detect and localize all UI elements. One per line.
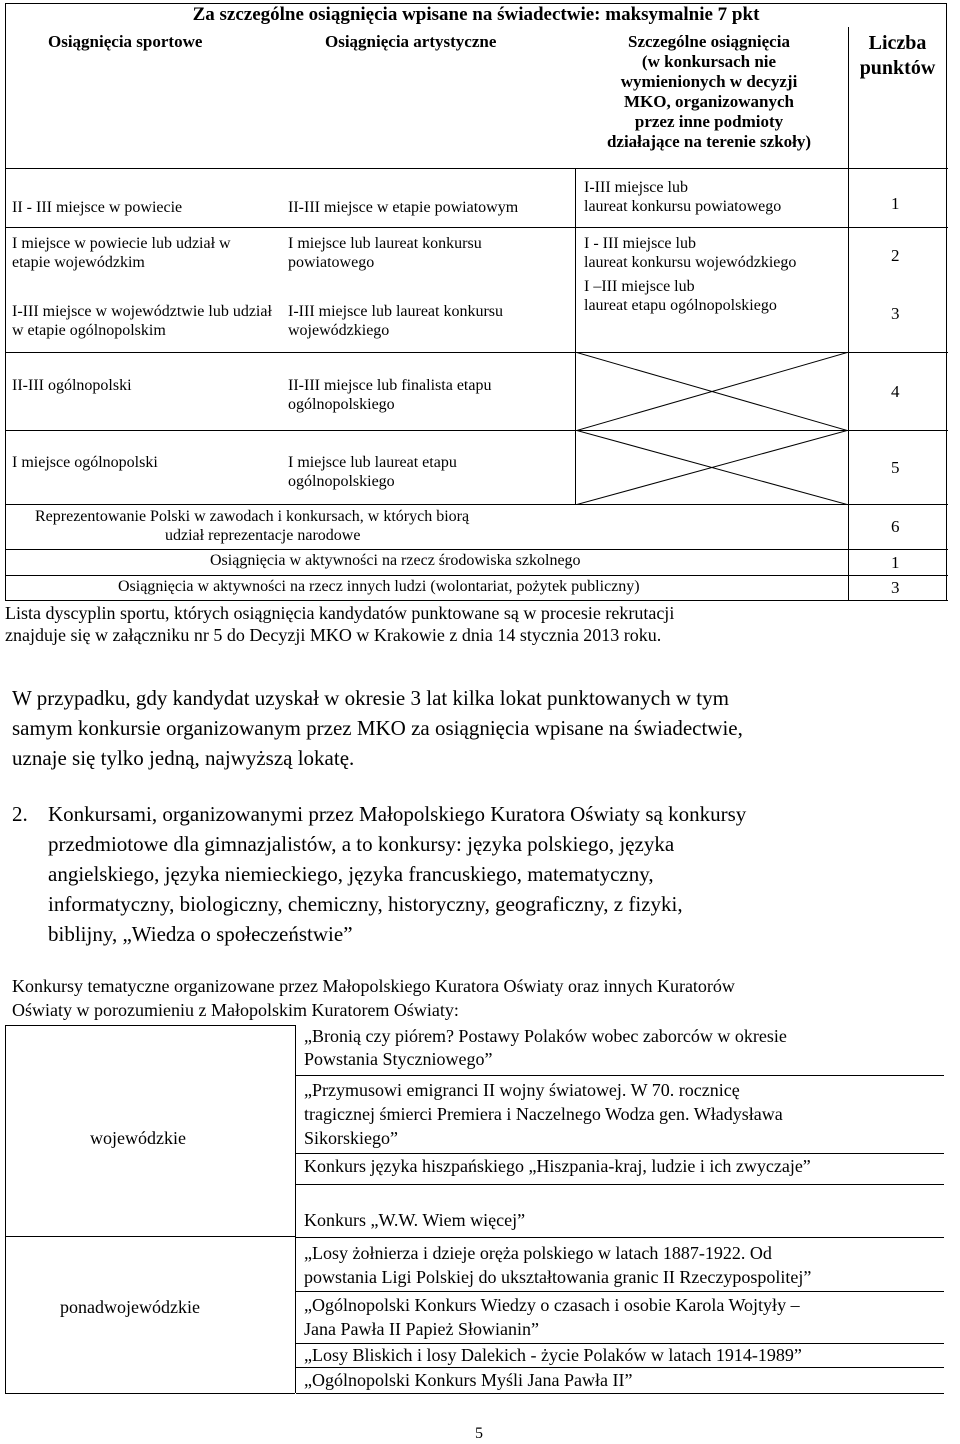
row5-art: I miejsce lub laureat etapu ogólnopolskiego xyxy=(288,454,457,490)
row4-art: II-III miejsce lub finalista etapu ogólnopolskiego xyxy=(288,377,492,413)
wide-row-school: Osiągnięcia w aktywności na rzecz środowiska szkolnego xyxy=(210,552,581,569)
header-points: Liczba punktów xyxy=(859,32,936,79)
row3-special: I –III miejsce lub laureat etapu ogólnopolskiego xyxy=(584,278,777,314)
contest-item: „Losy Bliskich i losy Dalekich - życie Polaków w latach 1914-1989” xyxy=(304,1345,802,1365)
contest-item: „Bronią czy piórem? Postawy Polaków wobec zaborców w okresie Powstania Styczniowego” xyxy=(304,1026,787,1069)
paragraph-number: 2. xyxy=(12,802,28,826)
paragraph-single-placement: W przypadku, gdy kandydat uzyskał w okresie 3 lat kilka lokat punktowanych w tym samym konkursie organizowanym przez MKO za osiągnięcia wpisane na świadectwie, uznaje się tylko jedną, najwyższą lokatę. xyxy=(12,686,743,770)
row4-points: 4 xyxy=(891,382,900,401)
row5-sport: I miejsce ogólnopolski xyxy=(12,454,158,471)
wide-row-representation-points: 6 xyxy=(891,517,900,536)
row1-sport: II - III miejsce w powiecie xyxy=(12,199,183,216)
header-art: Osiągnięcia artystyczne xyxy=(325,32,497,51)
crossed-cell xyxy=(575,352,849,431)
row2-special: I - III miejsce lub laureat konkursu wojewódzkiego xyxy=(584,235,797,271)
page-number: 5 xyxy=(475,1425,483,1442)
row2-sport: I miejsce w powiecie lub udział w etapie wojewódzkim xyxy=(12,235,231,271)
contest-item: Konkurs „W.W. Wiem więcej” xyxy=(304,1210,526,1230)
note: Lista dyscyplin sportu, których osiągnięcia kandydatów punktowane są w procesie rekrutacji znajduje się w załączniku nr 5 do Decyzji MKO w Krakowie z dnia 14 stycznia 2013 roku. xyxy=(5,603,675,645)
row3-points: 3 xyxy=(891,304,900,323)
wide-row-school-points: 1 xyxy=(891,553,900,572)
paragraph-kuratorium-contests: Konkursami, organizowanymi przez Małopolskiego Kuratora Oświaty są konkursy przedmiotowe dla gimnazjalistów, a to konkursy: języka polskiego, języka angielskiego, języka niemieckiego, języka francuskiego, matematyczny, informatyczny, biologiczny, chemiczny, historyczny, geograficzny, z fizyki, biblijny, „Wiedza o społeczeństwie” xyxy=(48,802,747,946)
contest-item: „Przymusowi emigranci II wojny światowej. W 70. rocznicę tragicznej śmierci Premiera i Naczelnego Wodza gen. Władysława Sikorskiego” xyxy=(304,1080,783,1148)
row2-points: 2 xyxy=(891,246,900,265)
row3-sport: I-III miejsce w województwie lub udział w etapie ogólnopolskim xyxy=(12,303,272,339)
contest-item: „Losy żołnierza i dzieje oręża polskiego w latach 1887-1922. Od powstania Ligi Polskiej do ukształtowania granic II Rzeczypospolitej” xyxy=(304,1243,812,1287)
wide-row-representation: Reprezentowanie Polski w zawodach i konkursach, w których biorą udział reprezentacje narodowe xyxy=(35,508,470,544)
row1-points: 1 xyxy=(891,194,900,213)
contest-item: Konkurs języka hiszpańskiego „Hiszpania-kraj, ludzie i ich zwyczaje” xyxy=(304,1156,811,1176)
row3-art: I-III miejsce lub laureat konkursu wojewódzkiego xyxy=(288,303,504,339)
row4-sport: II-III ogólnopolski xyxy=(12,377,132,394)
thematic-contests-intro: Konkursy tematyczne organizowane przez Małopolskiego Kuratora Oświaty oraz innych Kuratorów Oświaty w porozumieniu z Małopolskim Kuratorem Oświaty: xyxy=(12,976,735,1020)
row1-art: II-III miejsce w etapie powiatowym xyxy=(288,199,519,216)
category-ponadwojewodzkie: ponadwojewódzkie xyxy=(60,1297,200,1317)
row5-points: 5 xyxy=(891,458,900,477)
wide-row-volunteer: Osiągnięcia w aktywności na rzecz innych ludzi (wolontariat, pożytek publiczny) xyxy=(118,578,640,595)
row1-special: I-III miejsce lub laureat konkursu powiatowego xyxy=(584,179,782,215)
crossed-cell xyxy=(575,430,849,505)
wide-row-volunteer-points: 3 xyxy=(891,578,900,597)
category-wojewodzkie: wojewódzkie xyxy=(90,1128,186,1148)
row2-art: I miejsce lub laureat konkursu powiatowego xyxy=(288,235,482,271)
contest-item: „Ogólnopolski Konkurs Myśli Jana Pawła II” xyxy=(304,1370,633,1390)
header-special: Szczególne osiągnięcia (w konkursach nie wymienionych w decyzji MKO, organizowanych przez inne podmioty działające na terenie szkoły) xyxy=(606,32,812,151)
contest-item: „Ogólnopolski Konkurs Wiedzy o czasach i osobie Karola Wojtyły – Jana Pawła II Papież Słowianin” xyxy=(304,1295,800,1339)
header-sport: Osiągnięcia sportowe xyxy=(48,32,203,51)
table-title: Za szczególne osiągnięcia wpisane na świadectwie: maksymalnie 7 pkt xyxy=(192,4,760,25)
